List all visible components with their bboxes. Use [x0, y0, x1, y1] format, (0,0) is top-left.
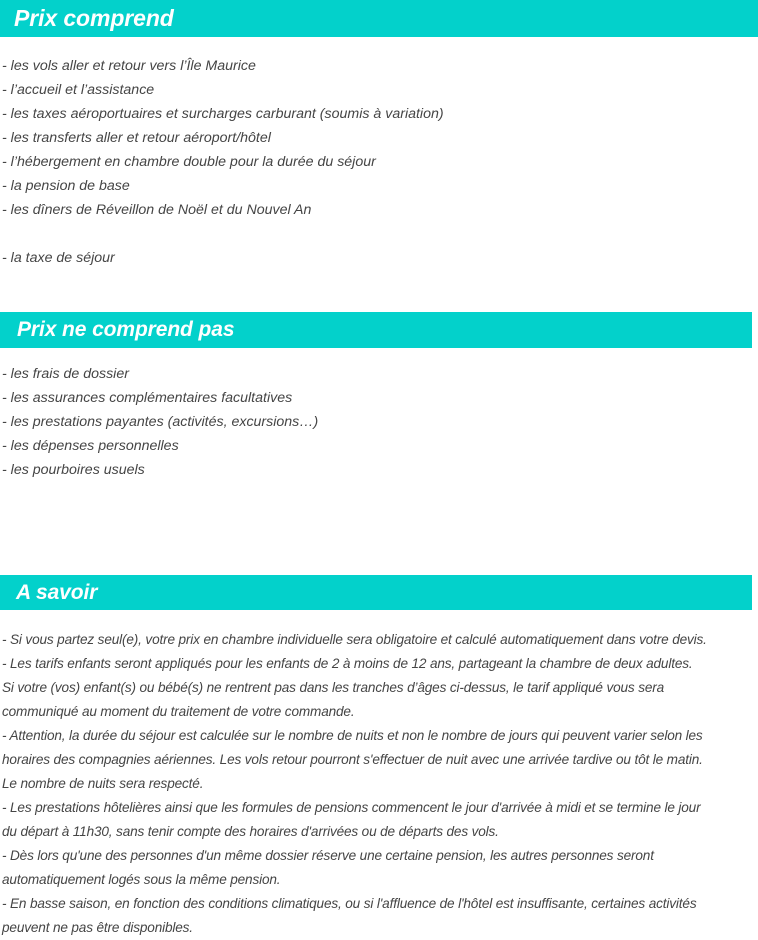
list-item: - les pourboires usuels: [2, 462, 145, 478]
paragraph-line: peuvent ne pas être disponibles.: [2, 920, 193, 935]
paragraph-line: - Attention, la durée du séjour est calculée sur le nombre de nuits et non le nombre de jours qui peuvent varier selon les: [2, 728, 703, 743]
list-item: - les transferts aller et retour aéroport/hôtel: [2, 130, 271, 146]
paragraph-line: Le nombre de nuits sera respecté.: [2, 776, 204, 791]
section-header-prix-comprend: [0, 0, 758, 37]
list-item: - la pension de base: [2, 178, 130, 194]
paragraph-line: du départ à 11h30, sans tenir compte des horaires d'arrivées ou de départs des vols.: [2, 824, 499, 839]
list-item: - les vols aller et retour vers l’Île Maurice: [2, 58, 256, 74]
paragraph-line: horaires des compagnies aériennes. Les vols retour pourront s'effectuer de nuit avec une arrivée tardive ou tôt le matin.: [2, 752, 703, 767]
list-item: - les taxes aéroportuaires et surcharges carburant (soumis à variation): [2, 106, 444, 122]
section-body-a-savoir: [0, 628, 758, 940]
paragraph-line: communiqué au moment du traitement de votre commande.: [2, 704, 355, 719]
section-header-prix-ne-comprend-pas: [0, 312, 752, 348]
list-item: - les frais de dossier: [2, 366, 129, 382]
paragraph-line: Si votre (vos) enfant(s) ou bébé(s) ne rentrent pas dans les tranches d’âges ci-dessus, le tarif appliqué vous sera: [2, 680, 665, 695]
section-body-prix-ne-comprend-pas: [0, 362, 758, 482]
blank-line: [2, 222, 756, 246]
list-item: - l’accueil et l’assistance: [2, 82, 155, 98]
paragraph-line: - Les prestations hôtelières ainsi que les formules de pensions commencent le jour d'arrivée à midi et se termine le jour: [2, 800, 701, 815]
paragraph-line: - Les tarifs enfants seront appliqués pour les enfants de 2 à moins de 12 ans, partageant la chambre de deux adultes.: [2, 656, 693, 671]
list-item: - les dîners de Réveillon de Noël et du Nouvel An: [2, 202, 312, 218]
section-heading-text: A savoir: [16, 580, 98, 604]
paragraph-line: automatiquement logés sous la même pension.: [2, 872, 281, 887]
section-body-prix-comprend: [0, 54, 758, 270]
section-heading-text: Prix comprend: [14, 5, 174, 31]
paragraph-line: - Dès lors qu'une des personnes d'un même dossier réserve une certaine pension, les autres personnes seront: [2, 848, 654, 863]
list-item: - les dépenses personnelles: [2, 438, 179, 454]
list-item: - la taxe de séjour: [2, 250, 115, 266]
section-heading-text: Prix ne comprend pas: [17, 318, 235, 341]
list-item: - les assurances complémentaires facultatives: [2, 390, 293, 406]
list-item: - l’hébergement en chambre double pour la durée du séjour: [2, 154, 376, 170]
list-item: - les prestations payantes (activités, excursions…): [2, 414, 319, 430]
section-header-a-savoir: [0, 575, 752, 610]
paragraph-line: - Si vous partez seul(e), votre prix en chambre individuelle sera obligatoire et calculé automatiquement dans votre devis.: [2, 632, 707, 647]
paragraph-line: - En basse saison, en fonction des conditions climatiques, ou si l'affluence de l'hôtel est insuffisante, certaines activités: [2, 896, 697, 911]
